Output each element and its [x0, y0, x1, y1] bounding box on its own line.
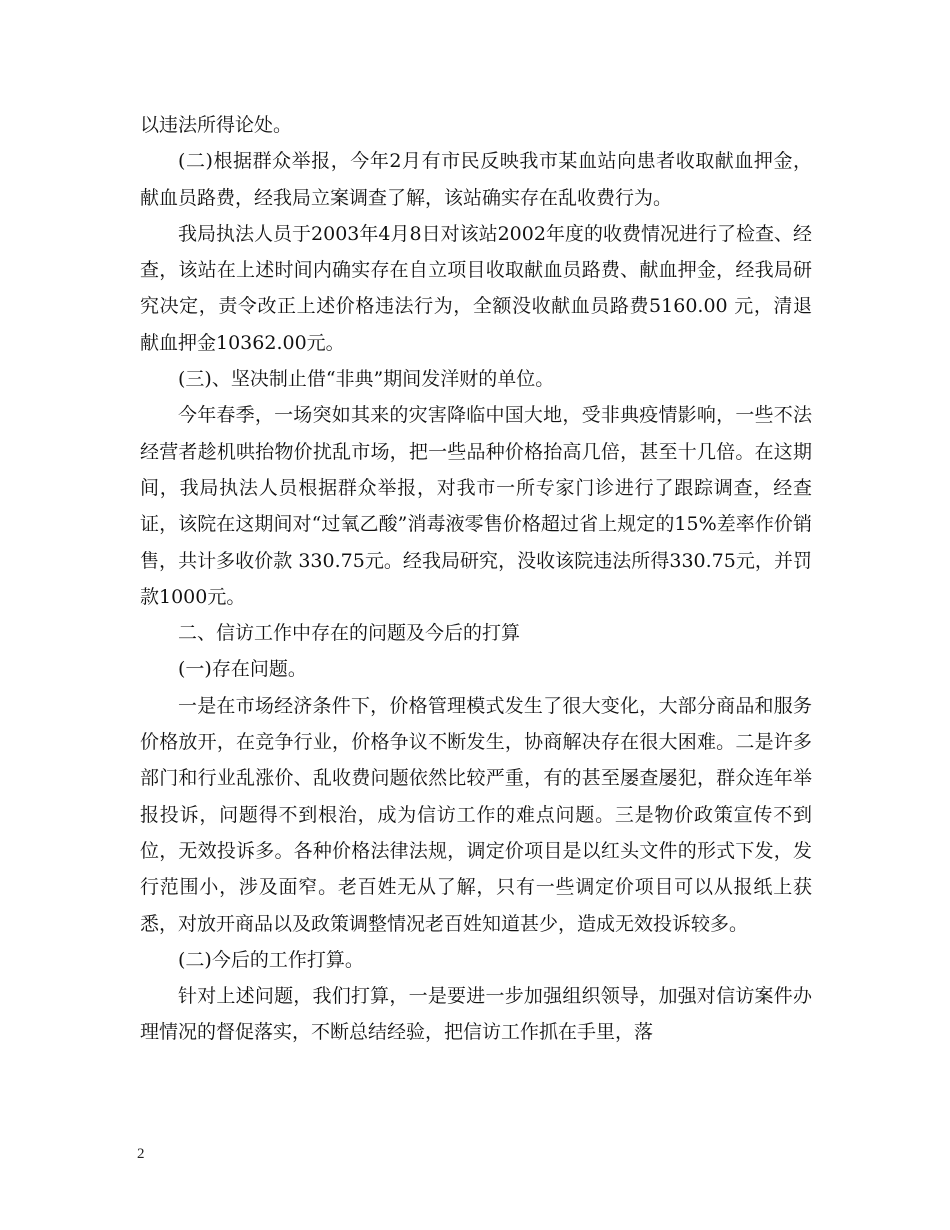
paragraph: 以违法所得论处。	[140, 114, 293, 136]
paragraph: 今年春季，一场突如其来的灾害降临中国大地，受非典疫情影响，一些不法经营者趁机哄抬物价扰乱市场，把一些品种价格抬高几倍，甚至十几倍。在这期间，我局执法人员根据群众举报，对我市一所专家门诊进行了跟踪调查，经查证，该院在这期间对“过氧乙酸”消毒液零售价格超过省上规定的15%差率作价销售，共计多收价款 330.75元。经我局研究，没收该院违法所得330.75元，并罚款1000元。	[140, 404, 812, 608]
paragraph: 二、信访工作中存在的问题及今后的打算	[178, 622, 521, 645]
paragraph: 针对上述问题，我们打算，一是要进一步加强组织领导，加强对信访案件办理情况的督促落实，不断总结经验，把信访工作抓在手里，落	[140, 985, 812, 1044]
paragraph: (三)、坚决制止借“非典”期间发洋财的单位。	[178, 368, 555, 391]
document-body	[140, 107, 812, 1051]
paragraph: 我局执法人员于2003年4月8日对该站2002年度的收费情况进行了检查、经查，该站在上述时间内确实存在自立项目收取献血员路费、献血押金，经我局研究决定，责令改正上述价格违法行为，全额没收献血员路费5160.00 元，清退献血押金10362.00元。	[140, 222, 812, 354]
paragraph: 一是在市场经济条件下，价格管理模式发生了很大变化，大部分商品和服务价格放开，在竞争行业，价格争议不断发生，协商解决存在很大困难。二是许多部门和行业乱涨价、乱收费问题依然比较严重，有的甚至屡查屡犯，群众连年举报投诉，问题得不到根治，成为信访工作的难点问题。三是物价政策宣传不到位，无效投诉多。各种价格法律法规，调定价项目是以红头文件的形式下发，发行范围小，涉及面窄。老百姓无从了解，只有一些调定价项目可以从报纸上获悉，对放开商品以及政策调整情况老百姓知道甚少，造成无效投诉较多。	[140, 694, 812, 935]
paragraph: (二)根据群众举报，今年2月有市民反映我市某血站向患者收取献血押金，献血员路费，经我局立案调查了解，该站确实存在乱收费行为。	[140, 150, 812, 209]
paragraph: (二)今后的工作打算。	[178, 948, 364, 971]
page-number: 2	[137, 1146, 145, 1162]
paragraph: (一)存在问题。	[178, 658, 307, 681]
